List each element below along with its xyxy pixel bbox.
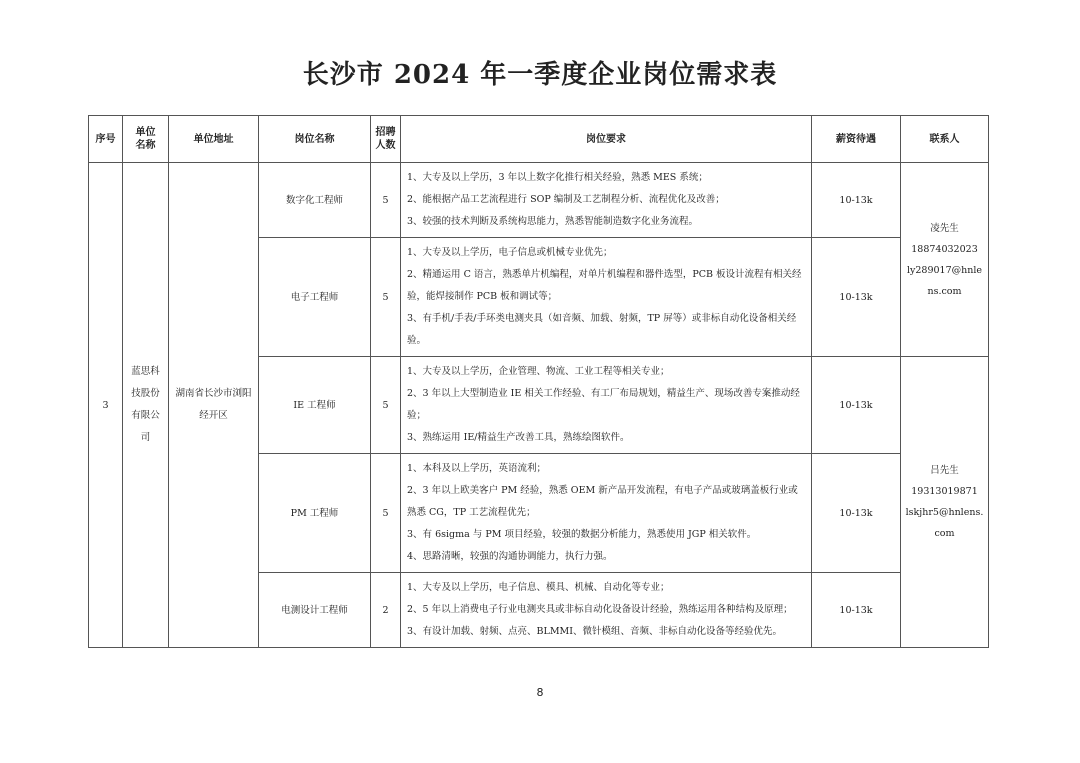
header-salary: 薪资待遇 <box>812 116 901 163</box>
requirement-line: 3、有手机/手表/手环类电测夹具（如音频、加载、射频，TP 屏等）或非标自动化设备相关经验。 <box>407 313 797 346</box>
company-address: 湖南省长沙市浏阳经开区 <box>169 163 259 648</box>
job-requirements <box>401 163 812 238</box>
job-salary: 10-13k <box>812 357 901 454</box>
contact-email: ly289017@hnlens.com <box>906 264 983 297</box>
job-requirements <box>401 238 812 357</box>
requirement-line: 1、大专及以上学历，3 年以上数字化推行相关经验，熟悉 MES 系统； <box>407 172 708 183</box>
header-contact: 联系人 <box>901 116 989 163</box>
job-table <box>88 115 989 648</box>
contact-phone: 18874032023 <box>911 243 978 255</box>
header-unit-name: 单位名称 <box>123 116 169 163</box>
contact-name: 吕先生 <box>930 465 959 476</box>
contact-block <box>901 357 989 648</box>
job-headcount: 5 <box>371 238 401 357</box>
job-requirements <box>401 454 812 573</box>
contact-phone: 19313019871 <box>911 486 978 497</box>
requirement-line: 1、本科及以上学历，英语流利； <box>407 463 547 474</box>
contact-name: 凌先生 <box>930 222 959 234</box>
contact-email: lskjhr5@hnlens.com <box>905 507 984 539</box>
job-position: PM 工程师 <box>259 454 371 573</box>
header-headcount: 招聘人数 <box>371 116 401 163</box>
job-position: 电子工程师 <box>259 238 371 357</box>
job-salary: 10-13k <box>812 238 901 357</box>
requirement-line: 3、有 6sigma 与 PM 项目经验，较强的数据分析能力，熟悉使用 JGP 相关软件。 <box>407 529 757 540</box>
job-headcount: 5 <box>371 357 401 454</box>
company-seq: 3 <box>89 163 123 648</box>
job-salary: 10-13k <box>812 573 901 648</box>
job-position: IE 工程师 <box>259 357 371 454</box>
company-name: 蓝思科技股份有限公司 <box>123 163 169 648</box>
job-headcount: 2 <box>371 573 401 648</box>
header-requirements: 岗位要求 <box>401 116 812 163</box>
job-salary: 10-13k <box>812 454 901 573</box>
table-header-row <box>89 116 989 163</box>
job-position: 电测设计工程师 <box>259 573 371 648</box>
requirement-line: 1、大专及以上学历，电子信息或机械专业优先； <box>407 247 613 258</box>
requirement-line: 3、有设计加载、射频、点亮、BLMMI、微针模组、音频、非标自动化设备等经验优先。 <box>407 626 783 637</box>
requirement-line: 2、精通运用 C 语言，熟悉单片机编程，对单片机编程和器件选型，PCB 板设计流程有相关经验，能焊接制作 PCB 板和调试等； <box>407 269 802 302</box>
requirement-line: 4、思路清晰，较强的沟通协调能力，执行力强。 <box>407 551 613 562</box>
requirement-line: 2、3 年以上大型制造业 IE 相关工作经验、有工厂布局规划，精益生产、现场改善专案推动经验； <box>407 388 800 421</box>
header-position: 岗位名称 <box>259 116 371 163</box>
requirement-line: 2、3 年以上欧美客户 PM 经验，熟悉 OEM 新产品开发流程，有电子产品或玻璃盖板行业或熟悉 CG，TP 工艺流程优先； <box>407 485 798 518</box>
job-headcount: 5 <box>371 454 401 573</box>
header-unit-address: 单位地址 <box>169 116 259 163</box>
requirement-line: 3、熟练运用 IE/精益生产改善工具，熟练绘图软件。 <box>407 432 630 443</box>
page-number: 8 <box>536 686 544 699</box>
job-requirements <box>401 573 812 648</box>
job-position: 数字化工程师 <box>259 163 371 238</box>
requirement-line: 2、能根据产品工艺流程进行 SOP 编制及工艺制程分析、流程优化及改善； <box>407 194 725 205</box>
header-seq: 序号 <box>89 116 123 163</box>
page-title: 长沙市 2024 年一季度企业岗位需求表 <box>302 60 778 90</box>
requirement-line: 1、大专及以上学历，企业管理、物流、工业工程等相关专业； <box>407 366 670 377</box>
job-salary: 10-13k <box>812 163 901 238</box>
job-requirements <box>401 357 812 454</box>
requirement-line: 1、大专及以上学历，电子信息、模具、机械、自动化等专业； <box>407 582 670 593</box>
job-headcount: 5 <box>371 163 401 238</box>
contact-block <box>901 163 989 357</box>
requirement-line: 3、较强的技术判断及系统构思能力，熟悉智能制造数字化业务流程。 <box>407 216 699 227</box>
requirement-line: 2、5 年以上消费电子行业电测夹具或非标自动化设备设计经验，熟练运用各种结构及原理； <box>407 604 793 615</box>
table-row <box>89 163 989 238</box>
